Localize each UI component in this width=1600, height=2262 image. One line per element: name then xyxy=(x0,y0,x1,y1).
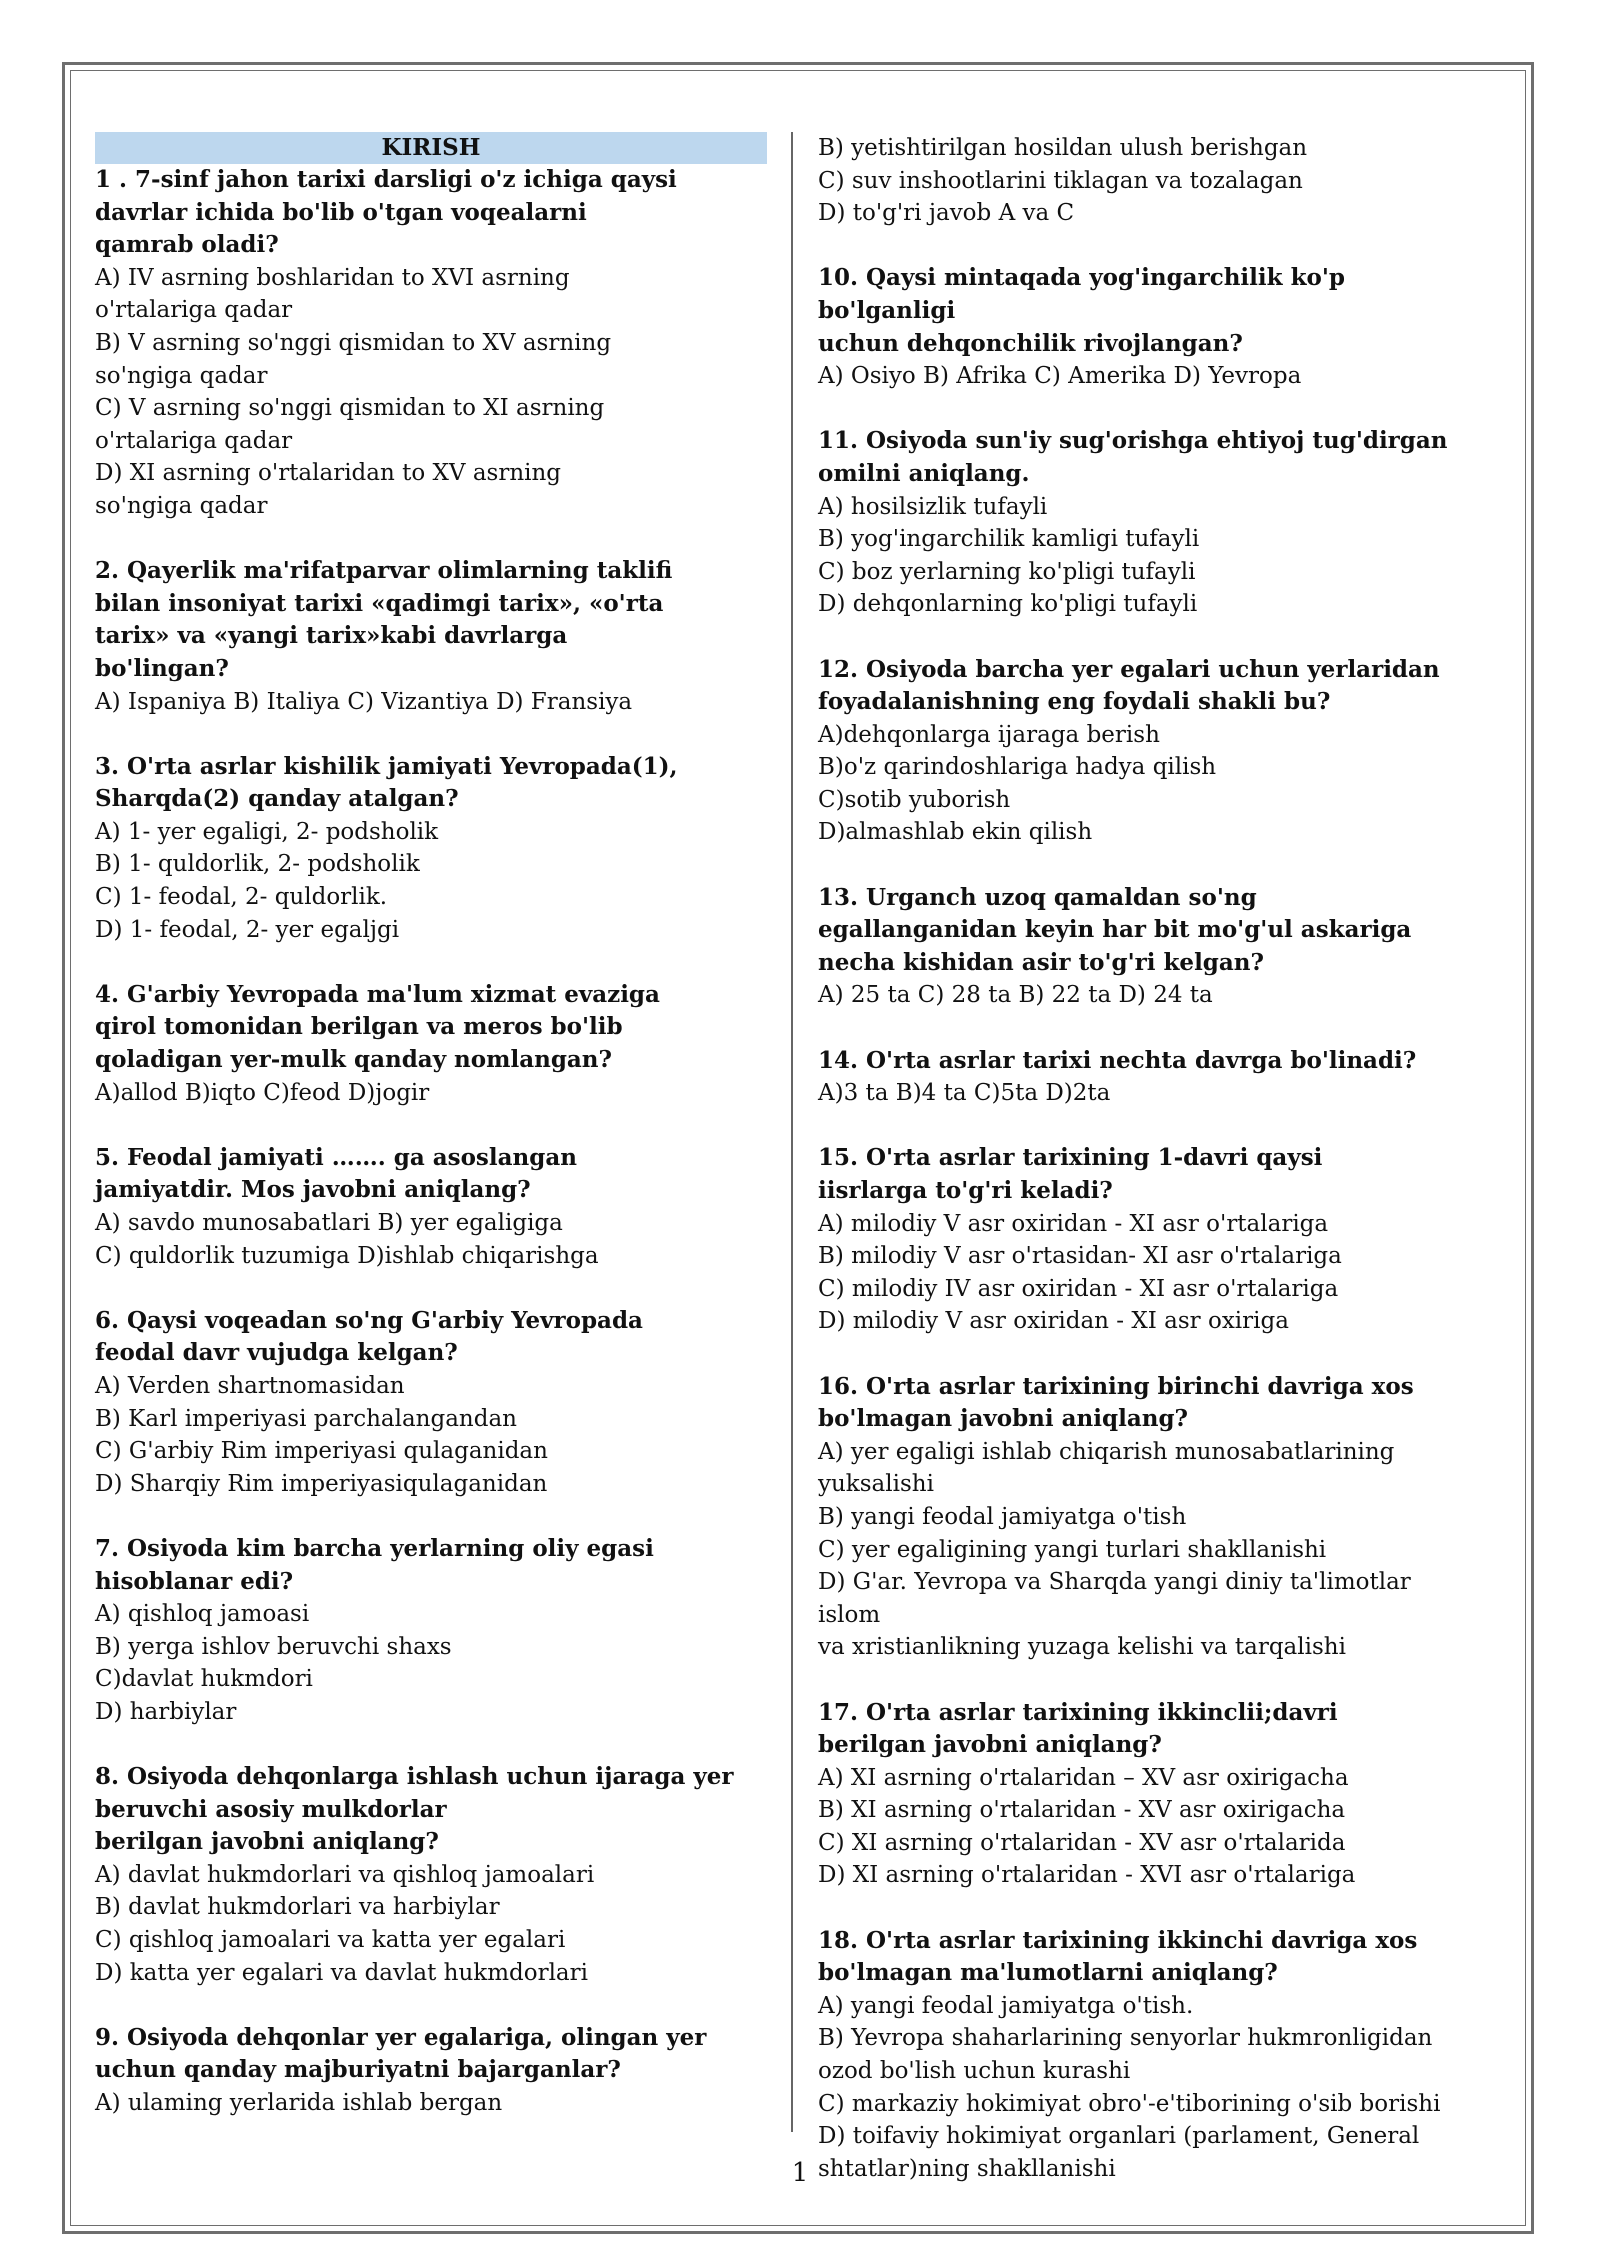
question-text: 7. Osiyoda kim barcha yerlarning oliy egasi xyxy=(95,1534,654,1562)
answer-option: va xristianlikning yuzaga kelishi va tarqalishi xyxy=(818,1634,1346,1661)
question-text: 3. O'rta asrlar kishilik jamiyati Yevropada(1), xyxy=(95,752,678,780)
answer-option: D) milodiy V asr oxiridan - XI asr oxiriga xyxy=(818,1308,1289,1335)
answer-option: ozod bo'lish uchun kurashi xyxy=(818,2058,1131,2085)
left-question-list xyxy=(95,164,767,2120)
question-block xyxy=(818,425,1478,621)
answer-option: C) suv inshootlarini tiklagan va tozalagan xyxy=(818,167,1303,194)
question-text: tarix» va «yangi tarix»kabi davrlarga xyxy=(95,622,568,650)
question-text: 5. Feodal jamiyati ……. ga asoslangan xyxy=(95,1143,577,1171)
question-block xyxy=(818,654,1478,850)
question-text: 2. Qayerlik ma'rifatparvar olimlarning taklifi xyxy=(95,557,673,585)
answer-option: C) G'arbiy Rim imperiyasi qulaganidan xyxy=(95,1438,548,1465)
answer-option: D) XI asrning o'rtalaridan to XV asrning xyxy=(95,460,562,487)
question-block xyxy=(818,1371,1478,1664)
answer-option: o'rtalariga qadar xyxy=(95,297,293,324)
answer-option: A) milodiy V asr oxiridan - XI asr o'rtalariga xyxy=(818,1210,1329,1237)
question-text: iisrlarga to'g'ri keladi? xyxy=(818,1177,1113,1204)
question-text: 14. O'rta asrlar tarixi nechta davrga bo'linadi? xyxy=(818,1046,1417,1074)
answer-option: D) dehqonlarning ko'pligi tufayli xyxy=(818,591,1198,618)
answer-option: C) 1- feodal, 2- quldorlik. xyxy=(95,884,388,911)
question-text: 12. Osiyoda barcha yer egalari uchun yerlaridan xyxy=(818,655,1440,683)
question-text: bo'lmagan javobni aniqlang? xyxy=(818,1405,1188,1433)
answer-option: B) Yevropa shaharlarining senyorlar hukmronligidan xyxy=(818,2025,1433,2052)
question-block xyxy=(95,1533,767,1729)
question-text: 4. G'arbiy Yevropada ma'lum xizmat evaziga xyxy=(95,980,660,1008)
question-text: 15. O'rta asrlar tarixining 1-davri qaysi xyxy=(818,1144,1323,1172)
right-question-list xyxy=(818,132,1478,2185)
page-number: 1 xyxy=(791,2158,809,2188)
answer-option: B) Karl imperiyasi parchalangandan xyxy=(95,1405,517,1432)
answer-option: B) yetishtirilgan hosildan ulush berishgan xyxy=(818,135,1308,161)
question-text: Sharqda(2) qanday atalgan? xyxy=(95,785,459,813)
answer-option: so'ngiga qadar xyxy=(95,362,268,389)
answer-option: D) to'g'ri javob A va C xyxy=(818,200,1075,227)
answer-option: D) toifaviy hokimiyat organlari (parlament, General xyxy=(818,2123,1420,2150)
question-text: hisoblanar edi? xyxy=(95,1567,294,1595)
question-block xyxy=(95,1142,767,1272)
left-column xyxy=(95,132,767,2120)
question-block xyxy=(818,1925,1478,2186)
question-text: qamrab oladi? xyxy=(95,231,279,259)
answer-option: D) 1- feodal, 2- yer egaljgi xyxy=(95,916,400,943)
question-text: 13. Urganch uzoq qamaldan so'ng xyxy=(818,883,1257,911)
question-block xyxy=(95,164,767,523)
answer-option: B) 1- quldorlik, 2- podsholik xyxy=(95,851,420,878)
question-text: bo'lmagan ma'lumotlarni aniqlang? xyxy=(818,1959,1278,1987)
question-block xyxy=(95,555,767,718)
question-text: bo'lingan? xyxy=(95,654,229,682)
answer-option: D) Sharqiy Rim imperiyasiqulaganidan xyxy=(95,1470,548,1497)
answer-option: B) davlat hukmdorlari va harbiylar xyxy=(95,1894,500,1921)
answer-option: C) XI asrning o'rtalaridan - XV asr o'rtalarida xyxy=(818,1829,1346,1856)
answer-option: A) Verden shartnomasidan xyxy=(95,1372,405,1399)
answer-option: A) davlat hukmdorlari va qishloq jamoalari xyxy=(95,1861,595,1888)
question-text: uchun dehqonchilik rivojlangan? xyxy=(818,329,1243,357)
answer-option: A) ulaming yerlarida ishlab bergan xyxy=(95,2090,503,2117)
question-text: bilan insoniyat tarixi «qadimgi tarix», «o'rta xyxy=(95,589,664,617)
question-text: 9. Osiyoda dehqonlar yer egalariga, olingan yer xyxy=(95,2023,707,2051)
answer-option: B) XI asrning o'rtalaridan - XV asr oxirigacha xyxy=(818,1797,1346,1824)
answer-option: C)davlat hukmdori xyxy=(95,1666,313,1693)
question-text: qirol tomonidan berilgan va meros bo'lib xyxy=(95,1013,623,1041)
answer-option: A) XI asrning o'rtalaridan – XV asr oxirigacha xyxy=(818,1764,1349,1791)
question-text: qoladigan yer-mulk qanday nomlangan? xyxy=(95,1046,613,1074)
question-text: necha kishidan asir to'g'ri kelgan? xyxy=(818,948,1264,976)
answer-option: o'rtalariga qadar xyxy=(95,427,293,454)
question-text: jamiyatdir. Mos javobni aniqlang? xyxy=(95,1176,531,1204)
answer-option: C) boz yerlarning ko'pligi tufayli xyxy=(818,558,1196,585)
answer-option: so'ngiga qadar xyxy=(95,492,268,519)
answer-option: yuksalishi xyxy=(818,1471,934,1498)
answer-option: A) 25 ta C) 28 ta B) 22 ta D) 24 ta xyxy=(818,982,1213,1009)
answer-option: C) qishloq jamoalari va katta yer egalari xyxy=(95,1927,566,1954)
answer-option: B) milodiy V asr o'rtasidan- XI asr o'rtalariga xyxy=(818,1243,1342,1270)
column-divider xyxy=(791,132,793,2132)
question-text: berilgan javobni aniqlang? xyxy=(818,1731,1162,1759)
answer-option: C) markaziy hokimiyat obro'-e'tiborining o'sib borishi xyxy=(818,2090,1441,2117)
question-text: berilgan javobni aniqlang? xyxy=(95,1828,439,1856)
question-text: beruvchi asosiy mulkdorlar xyxy=(95,1795,447,1823)
question-text: egallanganidan keyin har bit mo'g'ul askariga xyxy=(818,916,1412,944)
answer-option: C) V asrning so'nggi qismidan to XI asrning xyxy=(95,395,605,422)
question-text: 10. Qaysi mintaqada yog'ingarchilik ko'p bo'lganligi xyxy=(818,264,1345,324)
answer-option: D) harbiylar xyxy=(95,1698,237,1725)
answer-option: A)3 ta B)4 ta C)5ta D)2ta xyxy=(818,1080,1111,1107)
answer-option: C) milodiy IV asr oxiridan - XI asr o'rtalariga xyxy=(818,1275,1339,1302)
question-text: 11. Osiyoda sun'iy sug'orishga ehtiyoj tug'dirgan xyxy=(818,427,1448,455)
question-text: 18. O'rta asrlar tarixining ikkinchi davriga xos xyxy=(818,1926,1418,1954)
answer-option: B) yangi feodal jamiyatga o'tish xyxy=(818,1503,1187,1530)
question-text: foyadalanishning eng foydali shakli bu? xyxy=(818,688,1331,716)
answer-option: C)sotib yuborish xyxy=(818,786,1011,813)
question-text: 8. Osiyoda dehqonlarga ishlash uchun ijaraga yer xyxy=(95,1763,734,1791)
answer-option: A) qishloq jamoasi xyxy=(95,1601,310,1628)
right-column xyxy=(818,132,1478,2185)
answer-option: A)allod B)iqto C)feod D)jogir xyxy=(95,1079,430,1106)
answer-option: A) savdo munosabatlari B) yer egaligiga xyxy=(95,1210,563,1236)
question-block xyxy=(95,1761,767,1989)
answer-option: B) yerga ishlov beruvchi shaxs xyxy=(95,1633,452,1660)
question-block xyxy=(818,1045,1478,1110)
answer-option: A) hosilsizlik tufayli xyxy=(818,493,1048,520)
answer-option: A) Ispaniya B) Italiya C) Vizantiya D) Fransiya xyxy=(95,688,633,715)
answer-option: A) yer egaligi ishlab chiqarish munosabatlarining xyxy=(818,1438,1395,1465)
answer-option: C) quldorlik tuzumiga D)ishlab chiqarishga xyxy=(95,1242,599,1269)
question-text: davrlar ichida bo'lib o'tgan voqealarni xyxy=(95,198,587,226)
answer-option: A)dehqonlarga ijaraga berish xyxy=(818,721,1160,748)
question-block xyxy=(95,979,767,1109)
answer-option: A) IV asrning boshlaridan to XVI asrning xyxy=(95,264,570,291)
question-block xyxy=(818,1697,1478,1893)
question-block xyxy=(818,1142,1478,1338)
question-text: 16. O'rta asrlar tarixining birinchi davriga xos xyxy=(818,1372,1414,1400)
question-text: 6. Qaysi voqeadan so'ng G'arbiy Yevropada xyxy=(95,1306,643,1334)
question-block xyxy=(95,1305,767,1501)
answer-option: D)almashlab ekin qilish xyxy=(818,819,1093,846)
answer-option: D) G'ar. Yevropa va Sharqda yangi diniy ta'limotlar islom xyxy=(818,1569,1411,1628)
question-block xyxy=(818,262,1478,392)
question-block xyxy=(95,751,767,947)
question-block xyxy=(818,882,1478,1012)
answer-option: A) 1- yer egaligi, 2- podsholik xyxy=(95,818,439,845)
answer-option: A) yangi feodal jamiyatga o'tish. xyxy=(818,1992,1194,2019)
section-heading: KIRISH xyxy=(95,132,767,164)
answer-option: C) yer egaligining yangi turlari shakllanishi xyxy=(818,1536,1327,1563)
question-text: 17. O'rta asrlar tarixining ikkinclii;davri xyxy=(818,1698,1338,1726)
answer-option: D) katta yer egalari va davlat hukmdorlari xyxy=(95,1959,588,1986)
answer-option: D) XI asrning o'rtalaridan - XVI asr o'rtalariga xyxy=(818,1862,1356,1889)
question-text: omilni aniqlang. xyxy=(818,459,1030,487)
answer-option: B) V asrning so'nggi qismidan to XV asrning xyxy=(95,329,612,356)
answer-option: shtatlar)ning shakllanishi xyxy=(818,2155,1116,2182)
question-text: uchun qanday majburiyatni bajarganlar? xyxy=(95,2056,621,2084)
answer-option: A) Osiyo B) Afrika C) Amerika D) Yevropa xyxy=(818,363,1302,390)
answer-option: B)o'z qarindoshlariga hadya qilish xyxy=(818,754,1217,781)
question-block xyxy=(95,2022,767,2120)
answer-option: B) yog'ingarchilik kamligi tufayli xyxy=(818,526,1200,553)
question-block xyxy=(818,132,1478,230)
question-text: feodal davr vujudga kelgan? xyxy=(95,1339,458,1367)
question-text: 1 . 7-sinf jahon tarixi darsligi o'z ichiga qaysi xyxy=(95,166,677,193)
